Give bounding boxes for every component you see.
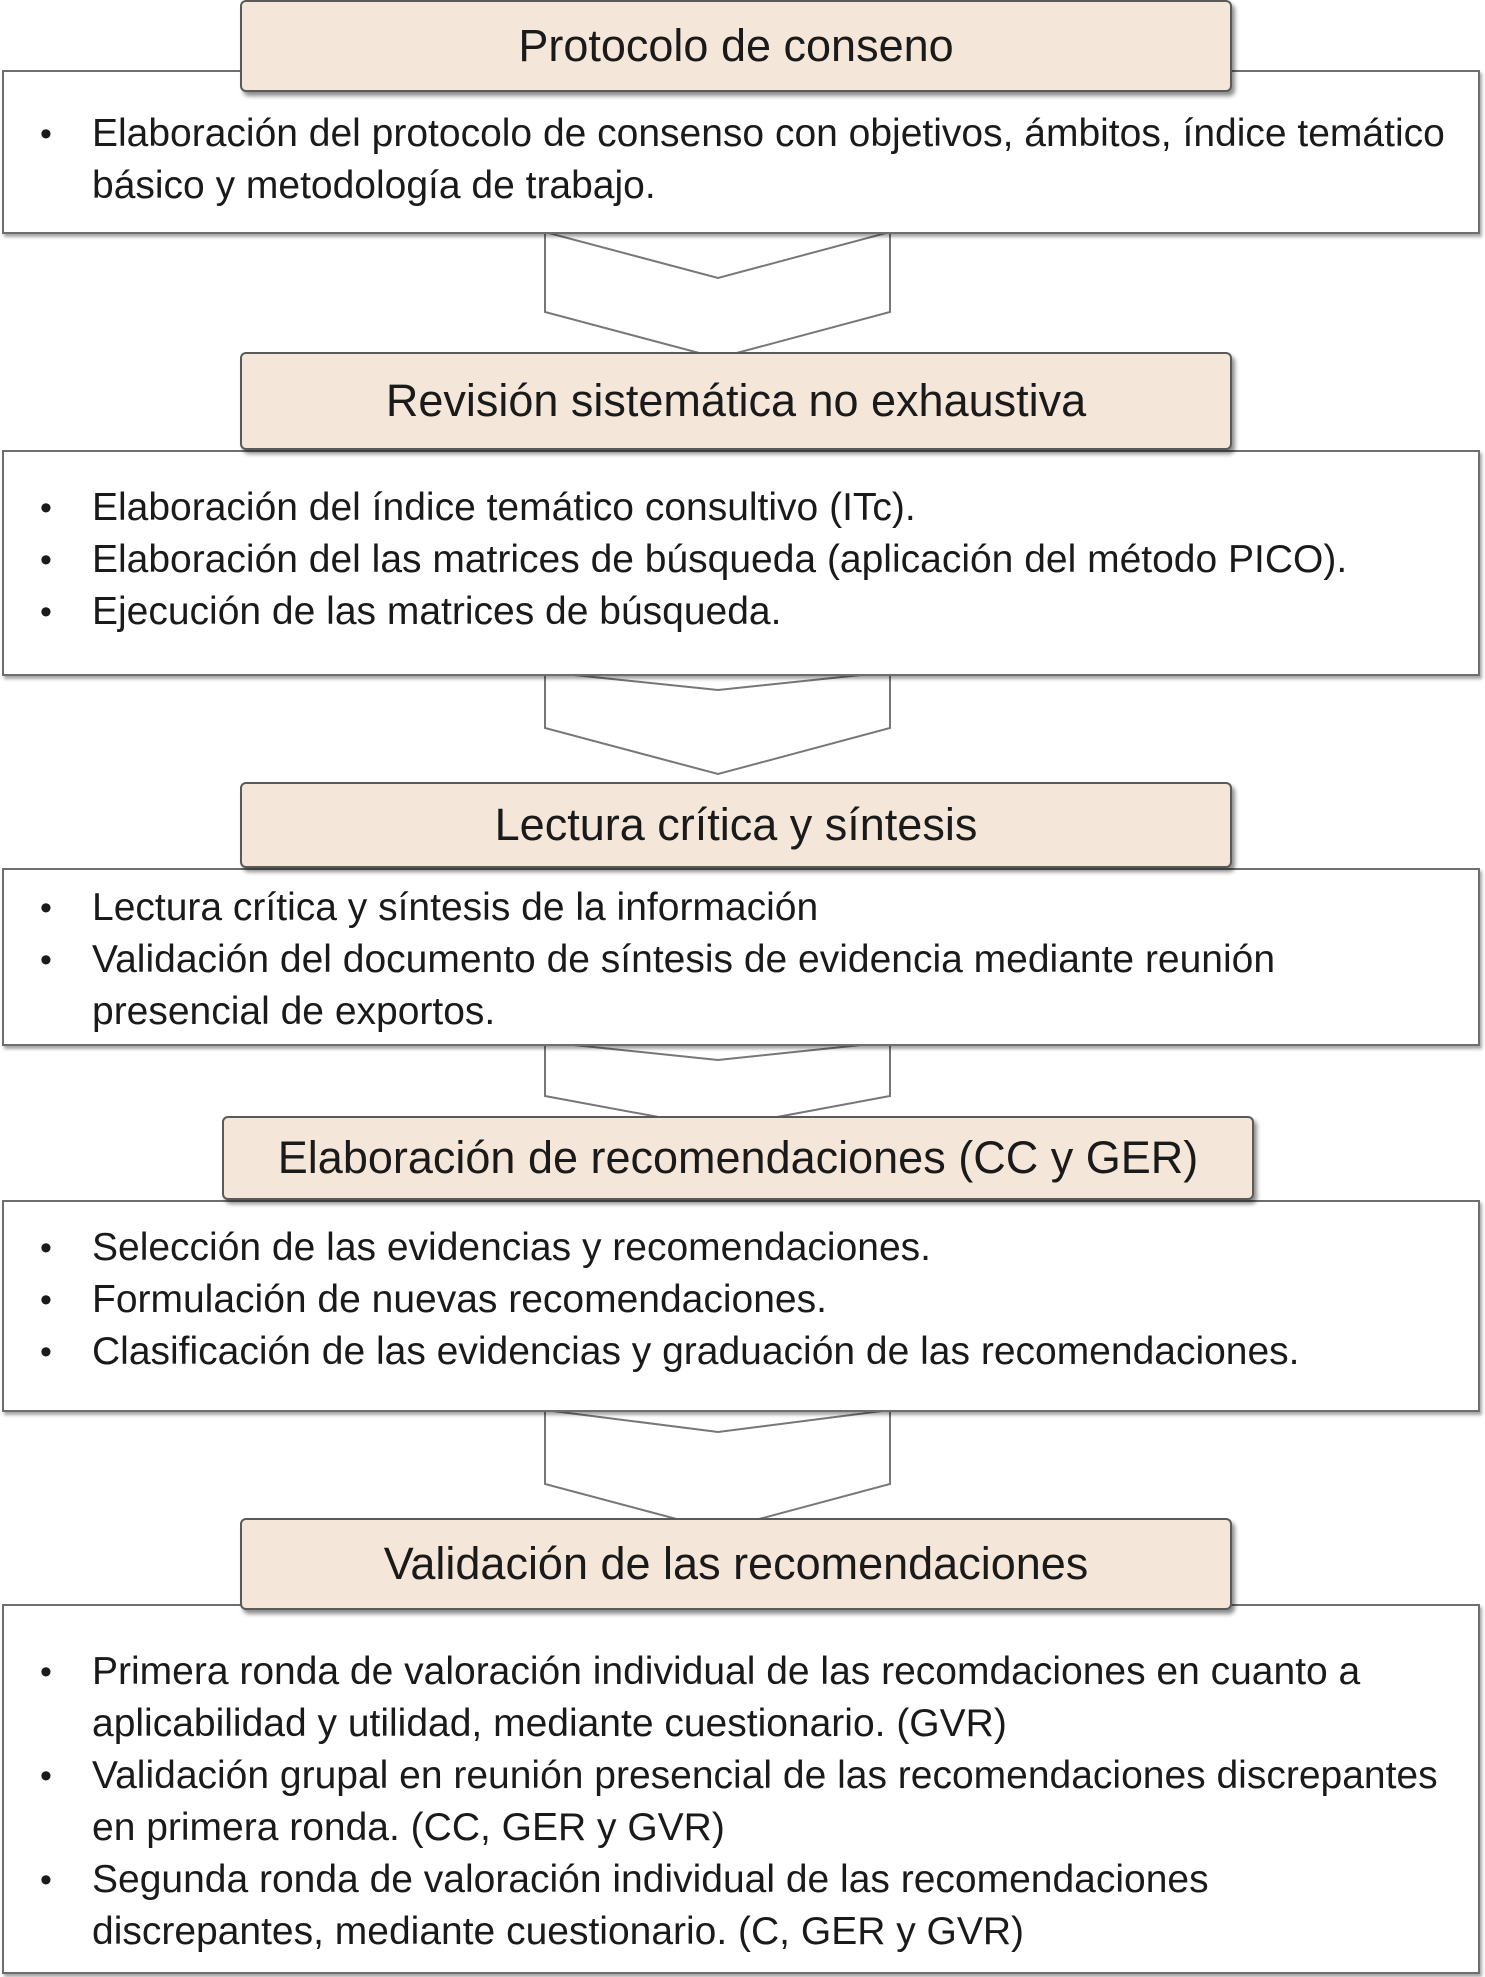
list-item: • Elaboración del protocolo de consenso con objetivos, ámbitos, índice temático básico y metodología de trabajo. bbox=[4, 108, 1478, 212]
list-item: • Validación del documento de síntesis de evidencia mediante reunión presencial de exportos. bbox=[4, 934, 1478, 1038]
step-3-list bbox=[4, 882, 1478, 1038]
list-item: • Clasificación de las evidencias y graduación de las recomendaciones. bbox=[4, 1326, 1478, 1378]
step-3-title: Lectura crítica y síntesis bbox=[240, 782, 1232, 868]
step-3-box bbox=[2, 868, 1480, 1046]
chevron-arrow-2 bbox=[545, 672, 890, 774]
step-1-title: Protocolo de conseno bbox=[240, 0, 1232, 92]
step-4-title: Elaboración de recomendaciones (CC y GER) bbox=[222, 1116, 1254, 1200]
step-2-list bbox=[4, 482, 1478, 638]
list-item: • Ejecución de las matrices de búsqueda. bbox=[4, 586, 1478, 638]
step-4-list bbox=[4, 1222, 1478, 1378]
list-item: • Primera ronda de valoración individual de las recomdaciones en cuanto a aplicabilidad y utilidad, mediante cuestionario. (GVR) bbox=[4, 1646, 1478, 1750]
list-item: • Validación grupal en reunión presencial de las recomendaciones discrepantes en primera ronda. (CC, GER y GVR) bbox=[4, 1750, 1478, 1854]
list-item: • Formulación de nuevas recomendaciones. bbox=[4, 1274, 1478, 1326]
step-1-box bbox=[2, 70, 1480, 234]
chevron-arrow-1 bbox=[545, 232, 890, 358]
step-5-list bbox=[4, 1646, 1478, 1958]
step-1-list bbox=[4, 108, 1478, 212]
step-2-box bbox=[2, 450, 1480, 676]
step-4-box bbox=[2, 1200, 1480, 1412]
chevron-arrow-4 bbox=[545, 1410, 890, 1530]
list-item: • Elaboración del las matrices de búsqueda (aplicación del método PICO). bbox=[4, 534, 1478, 586]
list-item: • Lectura crítica y síntesis de la información bbox=[4, 882, 1478, 934]
step-5-box bbox=[2, 1604, 1480, 1974]
step-2-title: Revisión sistemática no exhaustiva bbox=[240, 352, 1232, 450]
list-item: • Selección de las evidencias y recomendaciones. bbox=[4, 1222, 1478, 1274]
step-5-title: Validación de las recomendaciones bbox=[240, 1518, 1232, 1610]
list-item: • Elaboración del índice temático consultivo (ITc). bbox=[4, 482, 1478, 534]
list-item: • Segunda ronda de valoración individual de las recomendaciones discrepantes, mediante cuestionario. (C, GER y GVR) bbox=[4, 1854, 1478, 1958]
